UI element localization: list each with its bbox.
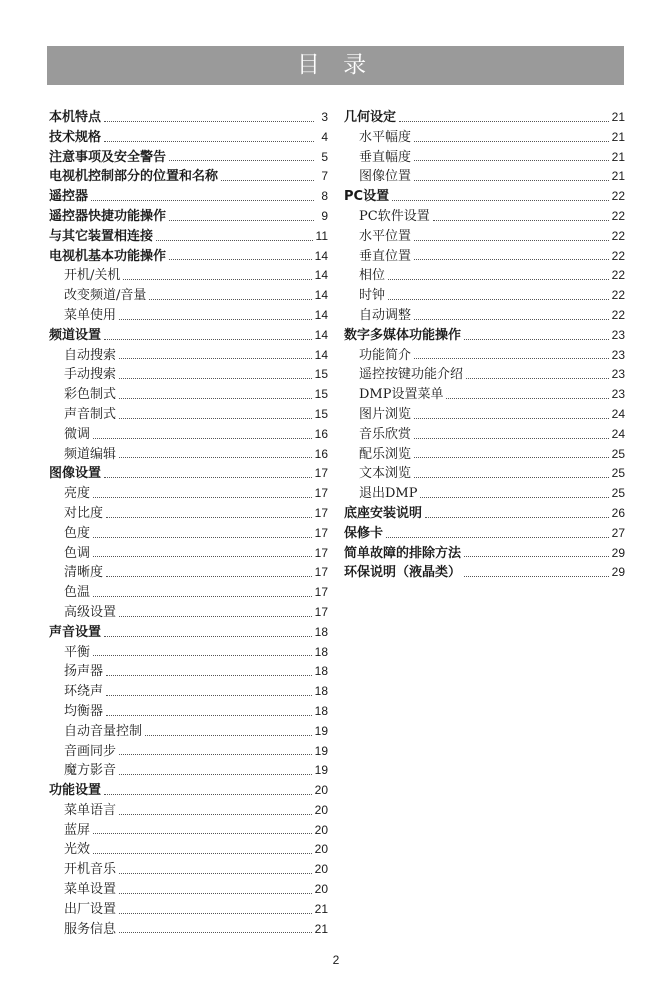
toc-entry-page: 20 (314, 802, 328, 817)
toc-subentry[interactable] (49, 405, 328, 425)
dot-leader (119, 358, 312, 359)
toc-entry-page: 29 (611, 565, 625, 580)
toc-entry[interactable] (49, 187, 328, 207)
toc-subentry[interactable] (49, 722, 328, 742)
toc-subentry[interactable] (49, 920, 328, 940)
toc-entry-page: 4 (321, 129, 328, 144)
dot-leader (464, 339, 609, 340)
toc-entry-title: 音画同步 (64, 743, 117, 759)
dot-leader (93, 596, 312, 597)
toc-subentry[interactable] (49, 742, 328, 762)
toc-entry-page: 14 (314, 268, 328, 283)
dot-leader (93, 833, 312, 834)
toc-entry-title: 色温 (64, 585, 91, 601)
toc-subentry[interactable] (344, 385, 625, 405)
toc-entry[interactable] (49, 108, 328, 128)
toc-entry-title: 环保说明（液晶类） (344, 565, 462, 581)
dot-leader (104, 141, 314, 142)
toc-entry-title: 菜单设置 (64, 882, 117, 898)
dot-leader (104, 794, 312, 795)
toc-entry-title: 遥控器快捷功能操作 (49, 208, 167, 224)
toc-entry-page: 22 (611, 268, 625, 283)
dot-leader (414, 141, 609, 142)
toc-entry-title: DMP设置菜单 (359, 387, 444, 403)
toc-entry-page: 17 (314, 585, 328, 600)
dot-leader (93, 556, 312, 557)
toc-entry-page: 11 (315, 228, 328, 243)
toc-subentry[interactable] (344, 148, 625, 168)
dot-leader (414, 259, 609, 260)
toc-entry-title: 服务信息 (64, 921, 117, 937)
toc-subentry[interactable] (49, 821, 328, 841)
toc-entry-page: 22 (611, 228, 625, 243)
dot-leader (145, 735, 312, 736)
toc-subentry[interactable] (49, 702, 328, 722)
toc-entry-page: 17 (314, 604, 328, 619)
toc-entry-title: PC设置 (344, 189, 390, 205)
toc-entry-page: 17 (314, 466, 328, 481)
toc-entry-page: 25 (611, 486, 625, 501)
toc-entry-page: 25 (611, 466, 625, 481)
toc-entry-page: 20 (314, 862, 328, 877)
toc-subentry[interactable] (344, 286, 625, 306)
toc-entry-page: 17 (314, 565, 328, 580)
toc-subentry[interactable] (344, 425, 625, 445)
toc-subentry[interactable] (49, 266, 328, 286)
toc-subentry[interactable] (49, 286, 328, 306)
toc-subentry[interactable] (49, 544, 328, 564)
dot-leader (221, 180, 314, 181)
toc-entry-title: 亮度 (64, 486, 91, 502)
toc-entry-title: 彩色制式 (64, 387, 117, 403)
toc-entry-title: 几何设定 (344, 110, 397, 125)
toc-entry-page: 18 (314, 624, 328, 639)
toc-subentry[interactable] (49, 524, 328, 544)
toc-entry-page: 22 (611, 208, 625, 223)
dot-leader (104, 477, 312, 478)
toc-subentry[interactable] (344, 207, 625, 227)
toc-entry[interactable] (49, 128, 328, 148)
toc-entry-page: 17 (314, 505, 328, 520)
dot-leader (156, 240, 313, 241)
toc-entry-page: 18 (314, 684, 328, 699)
toc-subentry[interactable] (49, 583, 328, 603)
dot-leader (119, 418, 312, 419)
toc-entry-page: 17 (314, 545, 328, 560)
toc-subentry[interactable] (344, 247, 625, 267)
toc-entry-title: 出厂设置 (64, 901, 117, 917)
toc-entry-page: 16 (314, 446, 328, 461)
toc-subentry[interactable] (344, 167, 625, 187)
toc-entry-title: 垂直幅度 (359, 149, 412, 165)
toc-subentry[interactable] (344, 128, 625, 148)
dot-leader (414, 240, 609, 241)
toc-entry-title: 功能简介 (359, 347, 412, 363)
toc-title: 目 录 (296, 52, 375, 78)
toc-entry-page: 21 (611, 169, 625, 184)
toc-entry-page: 21 (314, 901, 328, 916)
dot-leader (104, 121, 314, 122)
dot-leader (93, 853, 312, 854)
toc-entry-page: 18 (314, 664, 328, 679)
toc-entry-page: 15 (314, 387, 328, 402)
toc-entry-title: 频道编辑 (64, 446, 117, 462)
toc-entry-page: 20 (314, 822, 328, 837)
toc-entry-title: 声音制式 (64, 406, 117, 422)
toc-entry-page: 8 (321, 189, 328, 204)
toc-entry-page: 14 (314, 288, 328, 303)
toc-entry-page: 25 (611, 446, 625, 461)
toc-entry-title: 魔方影音 (64, 763, 117, 779)
toc-subentry[interactable] (344, 445, 625, 465)
toc-entry-page: 24 (611, 426, 625, 441)
dot-leader (414, 457, 609, 458)
dot-leader (93, 438, 312, 439)
dot-leader (399, 121, 609, 122)
dot-leader (104, 339, 312, 340)
toc-entry-title: 开机音乐 (64, 862, 117, 878)
toc-entry-title: 色度 (64, 525, 91, 541)
toc-left-column (49, 108, 328, 939)
toc-entry-title: 功能设置 (49, 783, 102, 799)
dot-leader (91, 200, 314, 201)
toc-entry-page: 21 (611, 129, 625, 144)
toc-entry-title: 声音设置 (49, 624, 102, 640)
toc-subentry[interactable] (49, 643, 328, 663)
dot-leader (119, 932, 312, 933)
toc-entry-title: 水平位置 (359, 228, 412, 244)
dot-leader (119, 893, 312, 894)
toc-subentry[interactable] (344, 266, 625, 286)
dot-leader (414, 418, 609, 419)
toc-entry-page: 21 (314, 921, 328, 936)
toc-entry-title: 图像位置 (359, 169, 412, 185)
toc-entry-page: 5 (321, 149, 328, 164)
dot-leader (106, 715, 312, 716)
dot-leader (106, 675, 312, 676)
dot-leader (386, 537, 609, 538)
toc-subentry[interactable] (344, 464, 625, 484)
toc-subentry[interactable] (49, 504, 328, 524)
dot-leader (104, 636, 312, 637)
toc-entry-page: 20 (314, 882, 328, 897)
toc-entry-page: 23 (611, 327, 625, 342)
toc-entry[interactable] (344, 108, 625, 128)
toc-entry-title: 数字多媒体功能操作 (344, 327, 462, 343)
toc-entry-title: 音乐欣赏 (359, 426, 412, 442)
toc-entry[interactable] (49, 227, 328, 247)
toc-entry-title: 光效 (64, 842, 91, 858)
toc-entry-title: 色调 (64, 545, 91, 561)
toc-entry[interactable] (344, 187, 625, 207)
dot-leader (93, 537, 312, 538)
toc-entry-title: 相位 (359, 268, 386, 284)
dot-leader (169, 160, 314, 161)
toc-entry-page: 14 (314, 347, 328, 362)
dot-leader (119, 457, 312, 458)
toc-entry[interactable] (49, 207, 328, 227)
toc-entry-title: 与其它装置相连接 (49, 228, 154, 244)
toc-subentry[interactable] (344, 484, 625, 504)
dot-leader (93, 655, 312, 656)
toc-subentry[interactable] (49, 425, 328, 445)
toc-entry-page: 9 (321, 208, 328, 223)
toc-entry-title: 遥控器 (49, 189, 89, 205)
dot-leader (446, 398, 608, 399)
toc-entry-page: 27 (611, 525, 625, 540)
toc-entry-title: 自动音量控制 (64, 723, 143, 739)
toc-subentry[interactable] (49, 365, 328, 385)
toc-entry-title: 简单故障的排除方法 (344, 545, 462, 561)
dot-leader (433, 220, 609, 221)
toc-entry[interactable] (344, 524, 625, 544)
toc-entry-title: 平衡 (64, 644, 91, 660)
toc-entry[interactable] (49, 464, 328, 484)
toc-entry-page: 26 (611, 505, 625, 520)
toc-entry-title: 自动搜索 (64, 347, 117, 363)
toc-entry-page: 15 (314, 367, 328, 382)
toc-subentry[interactable] (49, 840, 328, 860)
toc-entry-page: 18 (314, 644, 328, 659)
dot-leader (388, 299, 609, 300)
toc-entry-page: 16 (314, 426, 328, 441)
toc-entry-title: 注意事项及安全警告 (49, 149, 167, 165)
toc-subentry[interactable] (49, 900, 328, 920)
toc-entry-page: 20 (314, 783, 328, 798)
toc-subentry[interactable] (49, 761, 328, 781)
toc-subentry[interactable] (49, 682, 328, 702)
toc-subentry[interactable] (49, 880, 328, 900)
toc-subentry[interactable] (344, 405, 625, 425)
toc-entry-page: 22 (611, 189, 625, 204)
dot-leader (414, 180, 609, 181)
toc-entry-page: 3 (321, 110, 328, 124)
toc-entry[interactable] (49, 247, 328, 267)
toc-entry-title: 文本浏览 (359, 466, 412, 482)
toc-entry-page: 15 (314, 406, 328, 421)
dot-leader (464, 576, 609, 577)
toc-entry-page: 22 (611, 307, 625, 322)
dot-leader (119, 913, 312, 914)
dot-leader (119, 378, 312, 379)
toc-entry-title: 蓝屏 (64, 822, 91, 838)
toc-entry-page: 23 (611, 387, 625, 402)
toc-entry[interactable] (344, 326, 625, 346)
toc-subentry[interactable] (49, 306, 328, 326)
dot-leader (464, 556, 609, 557)
toc-entry-title: 电视机控制部分的位置和名称 (49, 169, 219, 185)
toc-entry-title: 退出DMP (359, 486, 418, 502)
toc-entry-page: 19 (314, 763, 328, 778)
toc-entry-page: 23 (611, 367, 625, 382)
toc-subentry[interactable] (49, 563, 328, 583)
toc-entry-title: 清晰度 (64, 565, 104, 581)
toc-entry-page: 17 (314, 486, 328, 501)
toc-entry-title: 手动搜索 (64, 367, 117, 383)
toc-subentry[interactable] (49, 385, 328, 405)
dot-leader (119, 774, 312, 775)
toc-entry-title: 图片浏览 (359, 406, 412, 422)
dot-leader (425, 517, 609, 518)
dot-leader (119, 616, 312, 617)
toc-entry[interactable] (344, 544, 625, 564)
toc-entry-title: 菜单使用 (64, 307, 117, 323)
dot-leader (119, 319, 312, 320)
toc-entry-page: 21 (611, 149, 625, 164)
dot-leader (392, 200, 609, 201)
dot-leader (93, 497, 312, 498)
toc-entry-title: 对比度 (64, 505, 104, 521)
toc-entry-title: 底座安装说明 (344, 505, 423, 521)
toc-entry-title: 环绕声 (64, 684, 104, 700)
dot-leader (119, 398, 312, 399)
toc-subentry[interactable] (344, 346, 625, 366)
toc-subentry[interactable] (344, 365, 625, 385)
toc-entry-title: 图像设置 (49, 466, 102, 482)
dot-leader (106, 576, 312, 577)
toc-entry-title: 扬声器 (64, 664, 104, 680)
toc-entry-page: 14 (314, 307, 328, 322)
toc-entry-title: 本机特点 (49, 110, 102, 125)
toc-entry-page: 18 (314, 703, 328, 718)
toc-subentry[interactable] (49, 860, 328, 880)
toc-entry-page: 23 (611, 347, 625, 362)
toc-entry-page: 7 (321, 169, 328, 184)
toc-subentry[interactable] (344, 306, 625, 326)
dot-leader (414, 477, 609, 478)
toc-entry-page: 14 (314, 248, 328, 263)
toc-entry-title: 均衡器 (64, 703, 104, 719)
toc-entry[interactable] (49, 623, 328, 643)
toc-entry-page: 22 (611, 288, 625, 303)
dot-leader (388, 279, 609, 280)
toc-entry[interactable] (344, 563, 625, 583)
dot-leader (119, 814, 312, 815)
toc-entry-title: 菜单语言 (64, 802, 117, 818)
dot-leader (414, 160, 609, 161)
dot-leader (106, 695, 312, 696)
toc-entry[interactable] (49, 781, 328, 801)
toc-entry-page: 19 (314, 743, 328, 758)
dot-leader (414, 319, 609, 320)
dot-leader (169, 259, 312, 260)
dot-leader (119, 754, 312, 755)
dot-leader (123, 279, 311, 280)
toc-entry[interactable] (344, 504, 625, 524)
toc-subentry[interactable] (49, 662, 328, 682)
toc-subentry[interactable] (49, 445, 328, 465)
toc-entry-title: 频道设置 (49, 327, 102, 343)
toc-entry-title: 垂直位置 (359, 248, 412, 264)
toc-entry-title: 水平幅度 (359, 129, 412, 145)
dot-leader (414, 358, 609, 359)
toc-entry-title: 技术规格 (49, 129, 102, 145)
toc-subentry[interactable] (49, 801, 328, 821)
toc-entry-page: 14 (314, 327, 328, 342)
toc-entry-title: PC软件设置 (359, 208, 430, 224)
dot-leader (119, 873, 312, 874)
toc-entry-title: 配乐浏览 (359, 446, 412, 462)
toc-subentry[interactable] (344, 227, 625, 247)
dot-leader (420, 497, 608, 498)
toc-subentry[interactable] (49, 484, 328, 504)
toc-entry-page: 17 (314, 525, 328, 540)
toc-entry-page: 20 (314, 842, 328, 857)
dot-leader (414, 438, 609, 439)
toc-entry-title: 自动调整 (359, 307, 412, 323)
toc-entry-title: 开机/关机 (64, 268, 121, 284)
toc-subentry[interactable] (49, 603, 328, 623)
toc-entry-title: 电视机基本功能操作 (49, 248, 167, 264)
toc-entry-title: 微调 (64, 426, 91, 442)
toc-entry-title: 改变频道/音量 (64, 288, 147, 304)
toc-entry-title: 时钟 (359, 288, 386, 304)
dot-leader (149, 299, 311, 300)
toc-entry-page: 29 (611, 545, 625, 560)
toc-entry-title: 遥控按键功能介绍 (359, 367, 464, 383)
toc-title-banner (47, 46, 624, 85)
toc-entry[interactable] (49, 148, 328, 168)
toc-entry-title: 保修卡 (344, 525, 384, 541)
page-number: 2 (332, 953, 340, 967)
toc-entry-page: 22 (611, 248, 625, 263)
dot-leader (106, 517, 312, 518)
toc-entry-page: 21 (611, 110, 625, 124)
toc-right-column (344, 108, 625, 583)
toc-entry-page: 24 (611, 406, 625, 421)
toc-entry[interactable] (49, 326, 328, 346)
toc-entry-title: 高级设置 (64, 604, 117, 620)
toc-subentry[interactable] (49, 346, 328, 366)
dot-leader (466, 378, 609, 379)
toc-entry-page: 19 (314, 723, 328, 738)
toc-entry[interactable] (49, 167, 328, 187)
dot-leader (169, 220, 314, 221)
